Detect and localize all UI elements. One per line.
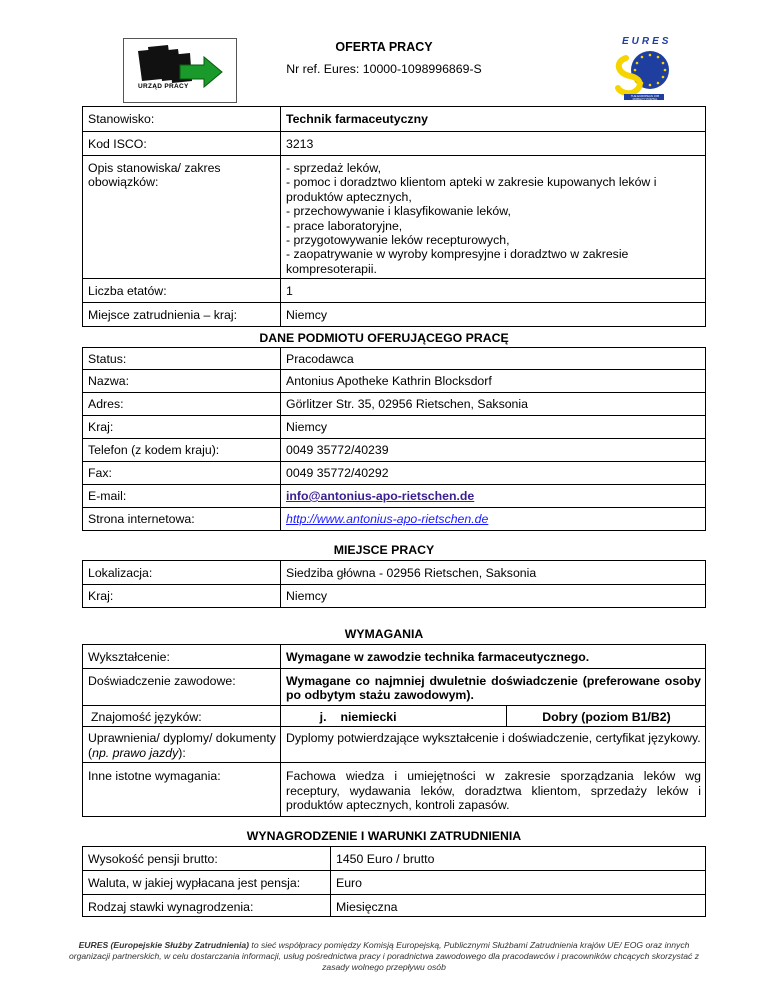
count-value: 1 — [281, 279, 706, 303]
experience-value: Wymagane co najmniej dwuletnie doświadczenie (preferowane osoby po odbytym stażu zawodowym). — [281, 669, 706, 706]
table-row — [83, 107, 706, 132]
table-row — [83, 370, 706, 393]
employer-section-title: DANE PODMIOTU OFERUJĄCEGO PRACĘ — [259, 331, 509, 345]
email-cell — [281, 485, 706, 508]
requirements-table — [82, 644, 706, 817]
email-label: E-mail: — [83, 485, 281, 508]
employer-table — [82, 347, 706, 531]
phone-label: Telefon (z kodem kraju): — [83, 439, 281, 462]
phone-value: 0049 35772/40239 — [281, 439, 706, 462]
duty-item: - zaopatrywanie w wyroby kompresyjne i doradztwo w zakresie kompresoterapii. — [286, 247, 629, 276]
website-link[interactable]: http://www.antonius-apo-rietschen.de — [286, 512, 489, 526]
table-row — [83, 485, 706, 508]
table-row — [83, 462, 706, 485]
country-label: Miejsce zatrudnienia – kraj: — [83, 303, 281, 327]
requirements-section-title: WYMAGANIA — [344, 627, 424, 641]
duties-value — [281, 156, 706, 279]
experience-label: Doświadczenie zawodowe: — [83, 669, 281, 706]
job-table — [82, 106, 706, 327]
duty-item: - przechowywanie i klasyfikowanie leków, — [286, 204, 511, 219]
fax-label: Fax: — [83, 462, 281, 485]
status-label: Status: — [83, 348, 281, 370]
address-label: Adres: — [83, 393, 281, 416]
country-value: Niemcy — [281, 303, 706, 327]
language-name: niemiecki — [331, 705, 507, 726]
footer-note — [60, 940, 708, 973]
table-row — [83, 645, 706, 669]
urzad-pracy-logo-text: URZĄD PRACY — [138, 83, 189, 90]
position-value: Technik farmaceutyczny — [281, 107, 706, 132]
rate-label: Rodzaj stawki wynagrodzenia: — [83, 895, 331, 917]
language-level: Dobry (poziom B1/B2) — [507, 705, 706, 726]
table-row — [83, 585, 706, 608]
employer-country-label: Kraj: — [83, 416, 281, 439]
footer-text: to sieć współpracy pomiędzy Komisją Europejską, Publicznymi Służbami Zatrudnienia krajów UE/ EOG oraz innych organizacji partnerskich, w celu dostarczania informacji, usług pośrednictwa pracy i poradnictwa zawodowego dla pracodawców i pracowników chcących skorzystać z zasady wolnego przepływu osób — [68, 940, 700, 972]
location-label: Lokalizacja: — [83, 561, 281, 585]
education-value: Wymagane w zawodzie technika farmaceutycznego. — [281, 645, 706, 669]
workplace-section-title: MIEJSCE PRACY — [333, 543, 435, 557]
position-label: Stanowisko: — [83, 107, 281, 132]
eures-logo-caption: THE EUROPEAN JOB MOBILITY PORTAL — [630, 94, 660, 101]
web-label: Strona internetowa: — [83, 508, 281, 531]
language-prefix: j. — [281, 705, 331, 726]
table-row — [83, 763, 706, 817]
table-row — [83, 847, 706, 871]
duty-item: - pomoc i doradztwo klientom apteki w zakresie kupowanych leków i produktów aptecznych, — [286, 175, 657, 204]
page-title: OFERTA PRACY — [335, 40, 433, 54]
documents-label-italic: np. prawo jazdy — [92, 745, 179, 760]
table-row — [83, 895, 706, 917]
salary-table — [82, 846, 706, 917]
table-row — [83, 132, 706, 156]
table-row — [83, 279, 706, 303]
table-row — [83, 156, 706, 279]
languages-label: Znajomość języków: — [83, 705, 281, 726]
currency-label: Waluta, w jakiej wypłacana jest pensja: — [83, 871, 331, 895]
duty-item: - prace laboratoryjne, — [286, 218, 403, 233]
gross-salary-value: 1450 Euro / brutto — [331, 847, 706, 871]
table-row — [83, 561, 706, 585]
duty-item: - sprzedaż leków, — [286, 161, 382, 175]
location-value: Siedziba główna - 02956 Rietschen, Saksonia — [281, 561, 706, 585]
rate-value: Miesięczna — [331, 895, 706, 917]
address-value: Görlitzer Str. 35, 02956 Rietschen, Saksonia — [281, 393, 706, 416]
isco-label: Kod ISCO: — [83, 132, 281, 156]
currency-value: Euro — [331, 871, 706, 895]
web-cell — [281, 508, 706, 531]
email-link[interactable]: info@antonius-apo-rietschen.de — [286, 489, 475, 503]
other-requirements-value: Fachowa wiedza i umiejętności w zakresie sporządzania leków wg receptury, wydawania leków, doradztwa klientom, sprzedaży leków i produktów aptecznych, kontroli zapasów. — [281, 763, 706, 817]
name-value: Antonius Apotheke Kathrin Blocksdorf — [281, 370, 706, 393]
gross-salary-label: Wysokość pensji brutto: — [83, 847, 331, 871]
documents-label-end: ): — [178, 745, 186, 760]
table-row — [83, 669, 706, 706]
table-row — [83, 727, 706, 763]
other-requirements-label: Inne istotne wymagania: — [83, 763, 281, 817]
table-row — [83, 393, 706, 416]
status-value: Pracodawca — [281, 348, 706, 370]
name-label: Nazwa: — [83, 370, 281, 393]
eures-logo — [604, 36, 684, 102]
table-row — [83, 508, 706, 531]
workplace-country-label: Kraj: — [83, 585, 281, 608]
education-label: Wykształcenie: — [83, 645, 281, 669]
reference-number: Nr ref. Eures: 10000-1098996869-S — [286, 62, 482, 76]
documents-label-part: Uprawnienia/ dyplomy/ dokumenty ( — [88, 731, 276, 760]
table-row — [83, 303, 706, 327]
table-row — [83, 871, 706, 895]
table-row — [83, 348, 706, 370]
eures-logo-text: EURES — [622, 36, 672, 47]
count-label: Liczba etatów: — [83, 279, 281, 303]
employer-country-value: Niemcy — [281, 416, 706, 439]
workplace-table — [82, 560, 706, 608]
fax-value: 0049 35772/40292 — [281, 462, 706, 485]
table-row — [83, 416, 706, 439]
duties-label: Opis stanowiska/ zakres obowiązków: — [83, 156, 281, 279]
documents-value: Dyplomy potwierdzające wykształcenie i doświadczenie, certyfikat językowy. — [281, 727, 706, 763]
isco-value: 3213 — [281, 132, 706, 156]
table-row — [83, 439, 706, 462]
table-row — [83, 705, 706, 726]
footer-bold: EURES (Europejskie Służby Zatrudnienia) — [78, 940, 250, 950]
workplace-country-value: Niemcy — [281, 585, 706, 608]
duty-item: - przygotowywanie leków recepturowych, — [286, 233, 510, 248]
documents-label — [83, 727, 281, 763]
salary-section-title: WYNAGRODZENIE I WARUNKI ZATRUDNIENIA — [246, 829, 522, 843]
